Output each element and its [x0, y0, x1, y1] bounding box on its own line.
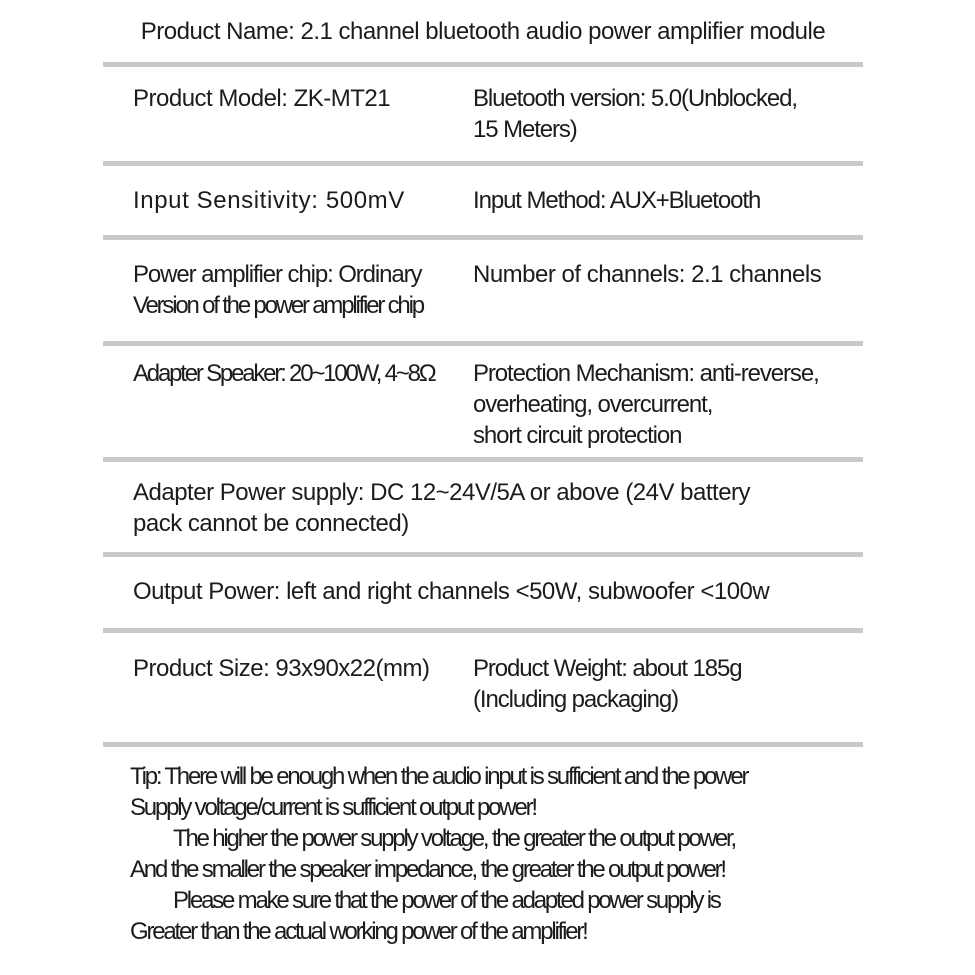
power-supply-line-1: Adapter Power supply: DC 12~24V/5A or above (24V battery — [133, 479, 751, 506]
bluetooth-version-line-2: 15 Meters) — [473, 116, 577, 143]
product-model-cell — [103, 83, 473, 161]
row-size-weight — [103, 633, 863, 742]
product-weight-cell — [473, 653, 863, 742]
product-model: Product Model: ZK-MT21 — [133, 85, 391, 112]
number-of-channels-cell — [473, 259, 863, 341]
product-size: Product Size: 93x90x22(mm) — [133, 655, 430, 682]
tip-line-6: Greater than the actual working power of the amplifier! — [130, 918, 587, 945]
number-of-channels: Number of channels: 2.1 channels — [473, 261, 822, 288]
product-name: Product Name: 2.1 channel bluetooth audio power amplifier module — [140, 17, 826, 45]
tip-line-2: Supply voltage/current is sufficient output power! — [130, 794, 536, 821]
bluetooth-version-line-1: Bluetooth version: 5.0(Unblocked, — [473, 85, 797, 112]
row-model-bluetooth — [103, 67, 863, 161]
tip-line-5: Please make sure that the power of the adapted power supply is — [173, 887, 720, 914]
tip-section — [103, 747, 863, 975]
protection-line-1: Protection Mechanism: anti-reverse, — [473, 360, 819, 387]
output-power: Output Power: left and right channels <50W, subwoofer <100w — [133, 578, 770, 605]
protection-line-2: overheating, overcurrent, — [473, 391, 713, 418]
bluetooth-version-cell — [473, 83, 863, 161]
row-chip-channels — [103, 240, 863, 341]
amplifier-chip-cell — [103, 259, 473, 341]
adapter-speaker-cell — [103, 358, 473, 457]
product-name-row — [103, 0, 863, 62]
product-weight-line-1: Product Weight: about 185g — [473, 655, 742, 682]
product-size-cell — [103, 653, 473, 742]
spec-sheet — [103, 0, 863, 975]
input-method: Input Method: AUX+Bluetooth — [473, 187, 761, 214]
power-supply-line-2: pack cannot be connected) — [133, 510, 409, 537]
input-sensitivity: Input Sensitivity: 500mV — [133, 187, 405, 214]
row-input — [103, 166, 863, 235]
row-power-supply — [103, 462, 863, 552]
adapter-speaker: Adapter Speaker: 20~100W, 4~8Ω — [133, 360, 435, 387]
input-method-cell — [473, 185, 863, 235]
row-speaker-protection — [103, 346, 863, 457]
amplifier-chip-line-2: Version of the power amplifier chip — [133, 292, 423, 319]
tip-line-4: And the smaller the speaker impedance, the greater the output power! — [130, 856, 725, 883]
amplifier-chip-line-1: Power amplifier chip: Ordinary — [133, 261, 422, 288]
protection-line-3: short circuit protection — [473, 422, 682, 449]
tip-line-3: The higher the power supply voltage, the greater the output power, — [173, 825, 735, 852]
row-output-power — [103, 557, 863, 628]
tip-line-1: Tip: There will be enough when the audio input is sufficient and the power — [130, 763, 748, 790]
protection-mechanism-cell — [473, 358, 863, 457]
product-weight-line-2: (Including packaging) — [473, 686, 679, 713]
input-sensitivity-cell — [103, 185, 473, 235]
